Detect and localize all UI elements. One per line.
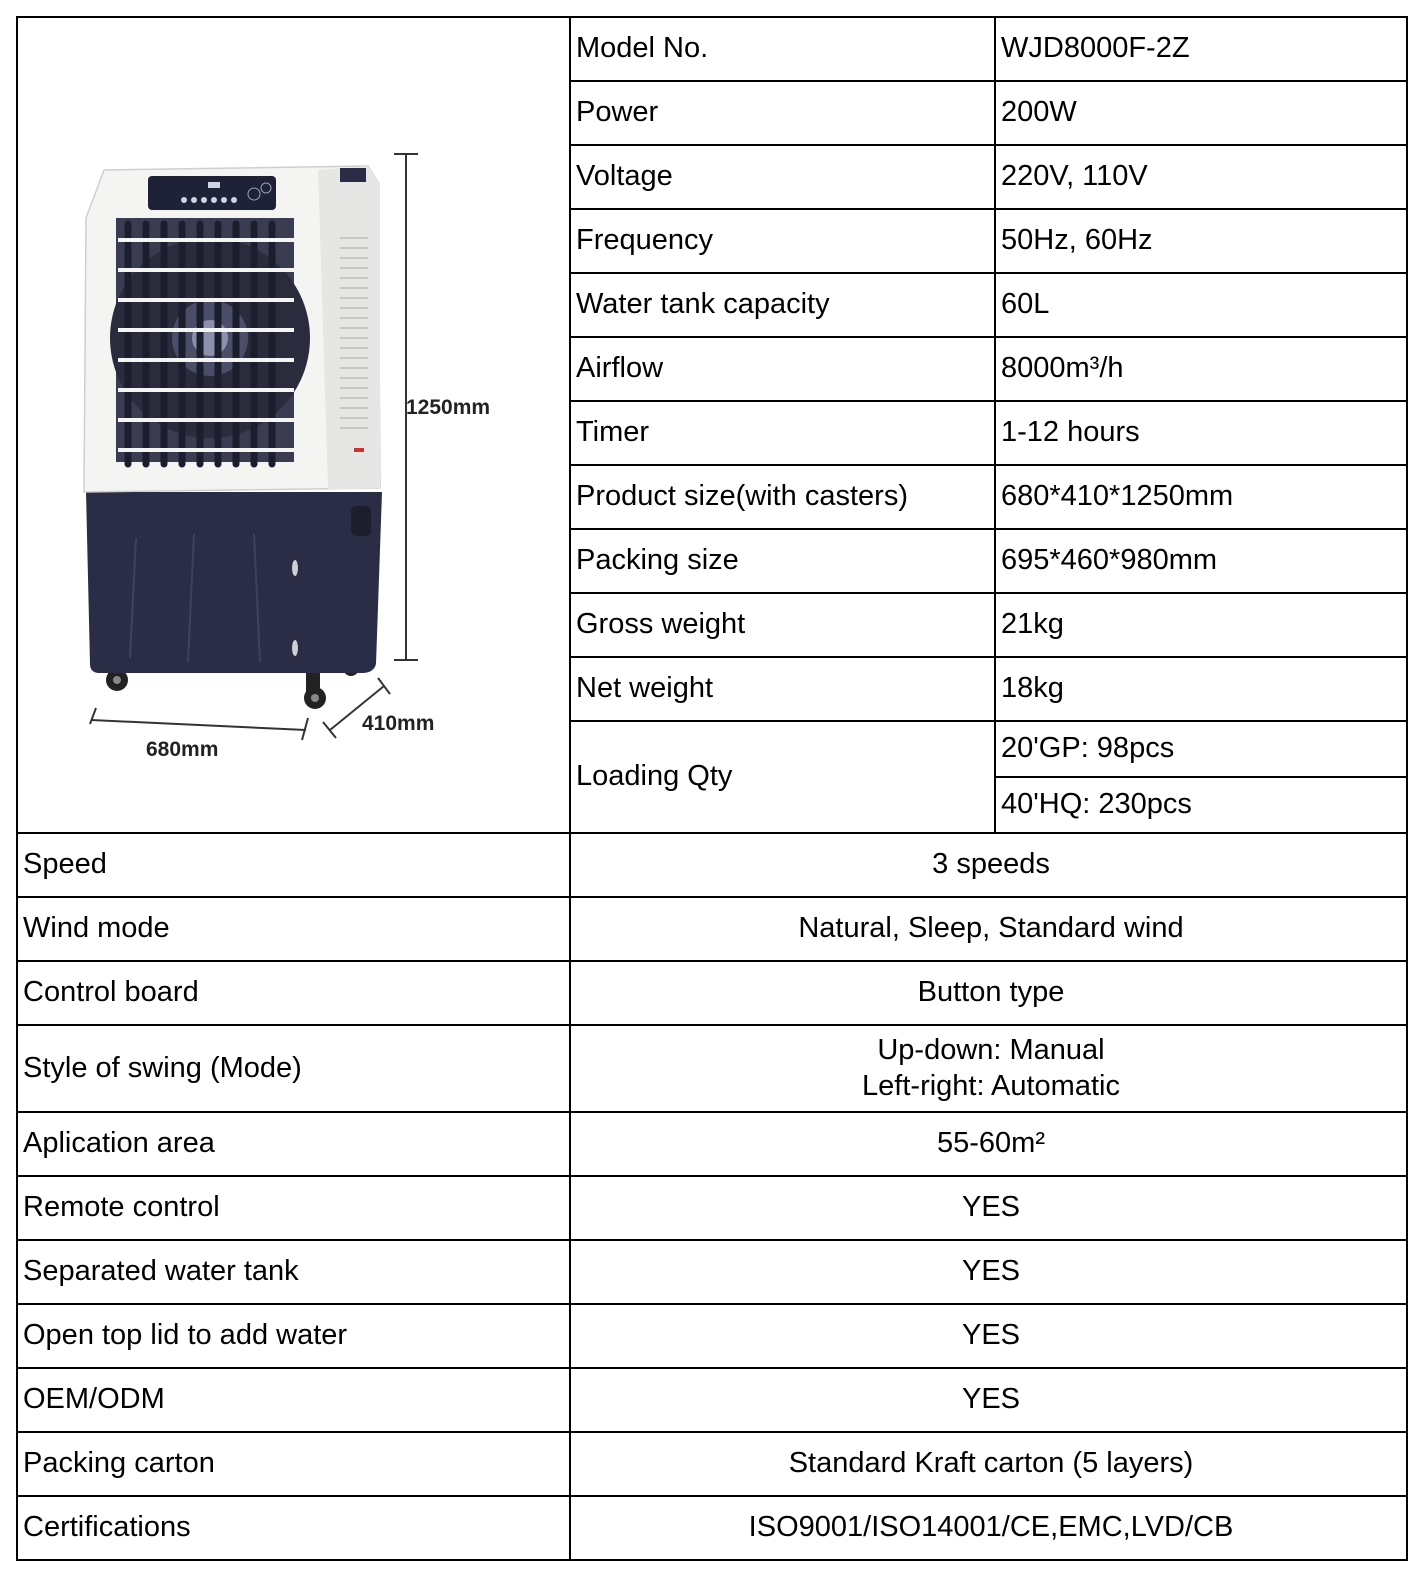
feature-label: Certifications xyxy=(17,1496,570,1560)
feature-row xyxy=(17,1496,1407,1560)
loading-qty-value: 40'HQ: 230pcs xyxy=(995,777,1407,833)
feature-row xyxy=(17,1025,1407,1112)
feature-value: Natural, Sleep, Standard wind xyxy=(570,897,1407,961)
feature-value: YES xyxy=(570,1176,1407,1240)
width-label: 680mm xyxy=(146,738,219,761)
depth-label: 410mm xyxy=(362,712,435,735)
feature-label: Open top lid to add water xyxy=(17,1304,570,1368)
spec-label: Packing size xyxy=(570,529,995,593)
feature-value: Button type xyxy=(570,961,1407,1025)
spec-value: 18kg xyxy=(995,657,1407,721)
width-dimension-line xyxy=(90,708,308,740)
feature-row xyxy=(17,1432,1407,1496)
spec-value: 21kg xyxy=(995,593,1407,657)
feature-row xyxy=(17,1240,1407,1304)
spec-label: Model No. xyxy=(570,17,995,81)
spec-label: Product size(with casters) xyxy=(570,465,995,529)
spec-value: 200W xyxy=(995,81,1407,145)
feature-row xyxy=(17,1368,1407,1432)
feature-row xyxy=(17,961,1407,1025)
feature-label: Control board xyxy=(17,961,570,1025)
feature-label: Packing carton xyxy=(17,1432,570,1496)
feature-value: YES xyxy=(570,1368,1407,1432)
spec-label: Power xyxy=(570,81,995,145)
feature-label: OEM/ODM xyxy=(17,1368,570,1432)
feature-row xyxy=(17,1112,1407,1176)
feature-row xyxy=(17,833,1407,897)
spec-value: 220V, 110V xyxy=(995,145,1407,209)
spec-value: 695*460*980mm xyxy=(995,529,1407,593)
spec-label: Frequency xyxy=(570,209,995,273)
spec-value: WJD8000F-2Z xyxy=(995,17,1407,81)
feature-value: YES xyxy=(570,1304,1407,1368)
spec-value: 8000m³/h xyxy=(995,337,1407,401)
swing-leftright: Left-right: Automatic xyxy=(862,1069,1120,1102)
feature-label: Separated water tank xyxy=(17,1240,570,1304)
feature-label: Speed xyxy=(17,833,570,897)
spec-value: 680*410*1250mm xyxy=(995,465,1407,529)
feature-value: ISO9001/ISO14001/CE,EMC,LVD/CB xyxy=(570,1496,1407,1560)
spec-label: Gross weight xyxy=(570,593,995,657)
height-label: 1250mm xyxy=(406,396,491,419)
swing-updown: Up-down: Manual xyxy=(877,1034,1105,1067)
spec-label: Voltage xyxy=(570,145,995,209)
feature-row xyxy=(17,897,1407,961)
feature-row xyxy=(17,1304,1407,1368)
feature-value: Standard Kraft carton (5 layers) xyxy=(570,1432,1407,1496)
loading-qty-label: Loading Qty xyxy=(570,721,995,833)
loading-qty-value: 20'GP: 98pcs xyxy=(995,721,1407,777)
air-cooler-image xyxy=(18,18,570,830)
spec-label: Net weight xyxy=(570,657,995,721)
spec-label: Water tank capacity xyxy=(570,273,995,337)
spec-label: Timer xyxy=(570,401,995,465)
spec-value: 1-12 hours xyxy=(995,401,1407,465)
feature-value xyxy=(570,1025,1407,1112)
feature-label: Wind mode xyxy=(17,897,570,961)
spec-label: Airflow xyxy=(570,337,995,401)
spec-value: 50Hz, 60Hz xyxy=(995,209,1407,273)
feature-value: YES xyxy=(570,1240,1407,1304)
spec-value: 60L xyxy=(995,273,1407,337)
spec-row xyxy=(17,17,1407,81)
feature-label: Style of swing (Mode) xyxy=(17,1025,570,1112)
feature-value: 3 speeds xyxy=(570,833,1407,897)
feature-row xyxy=(17,1176,1407,1240)
feature-label: Remote control xyxy=(17,1176,570,1240)
feature-value: 55-60m² xyxy=(570,1112,1407,1176)
feature-label: Aplication area xyxy=(17,1112,570,1176)
product-image-cell xyxy=(17,17,570,833)
spec-table xyxy=(16,16,1408,1561)
control-panel xyxy=(148,176,276,210)
